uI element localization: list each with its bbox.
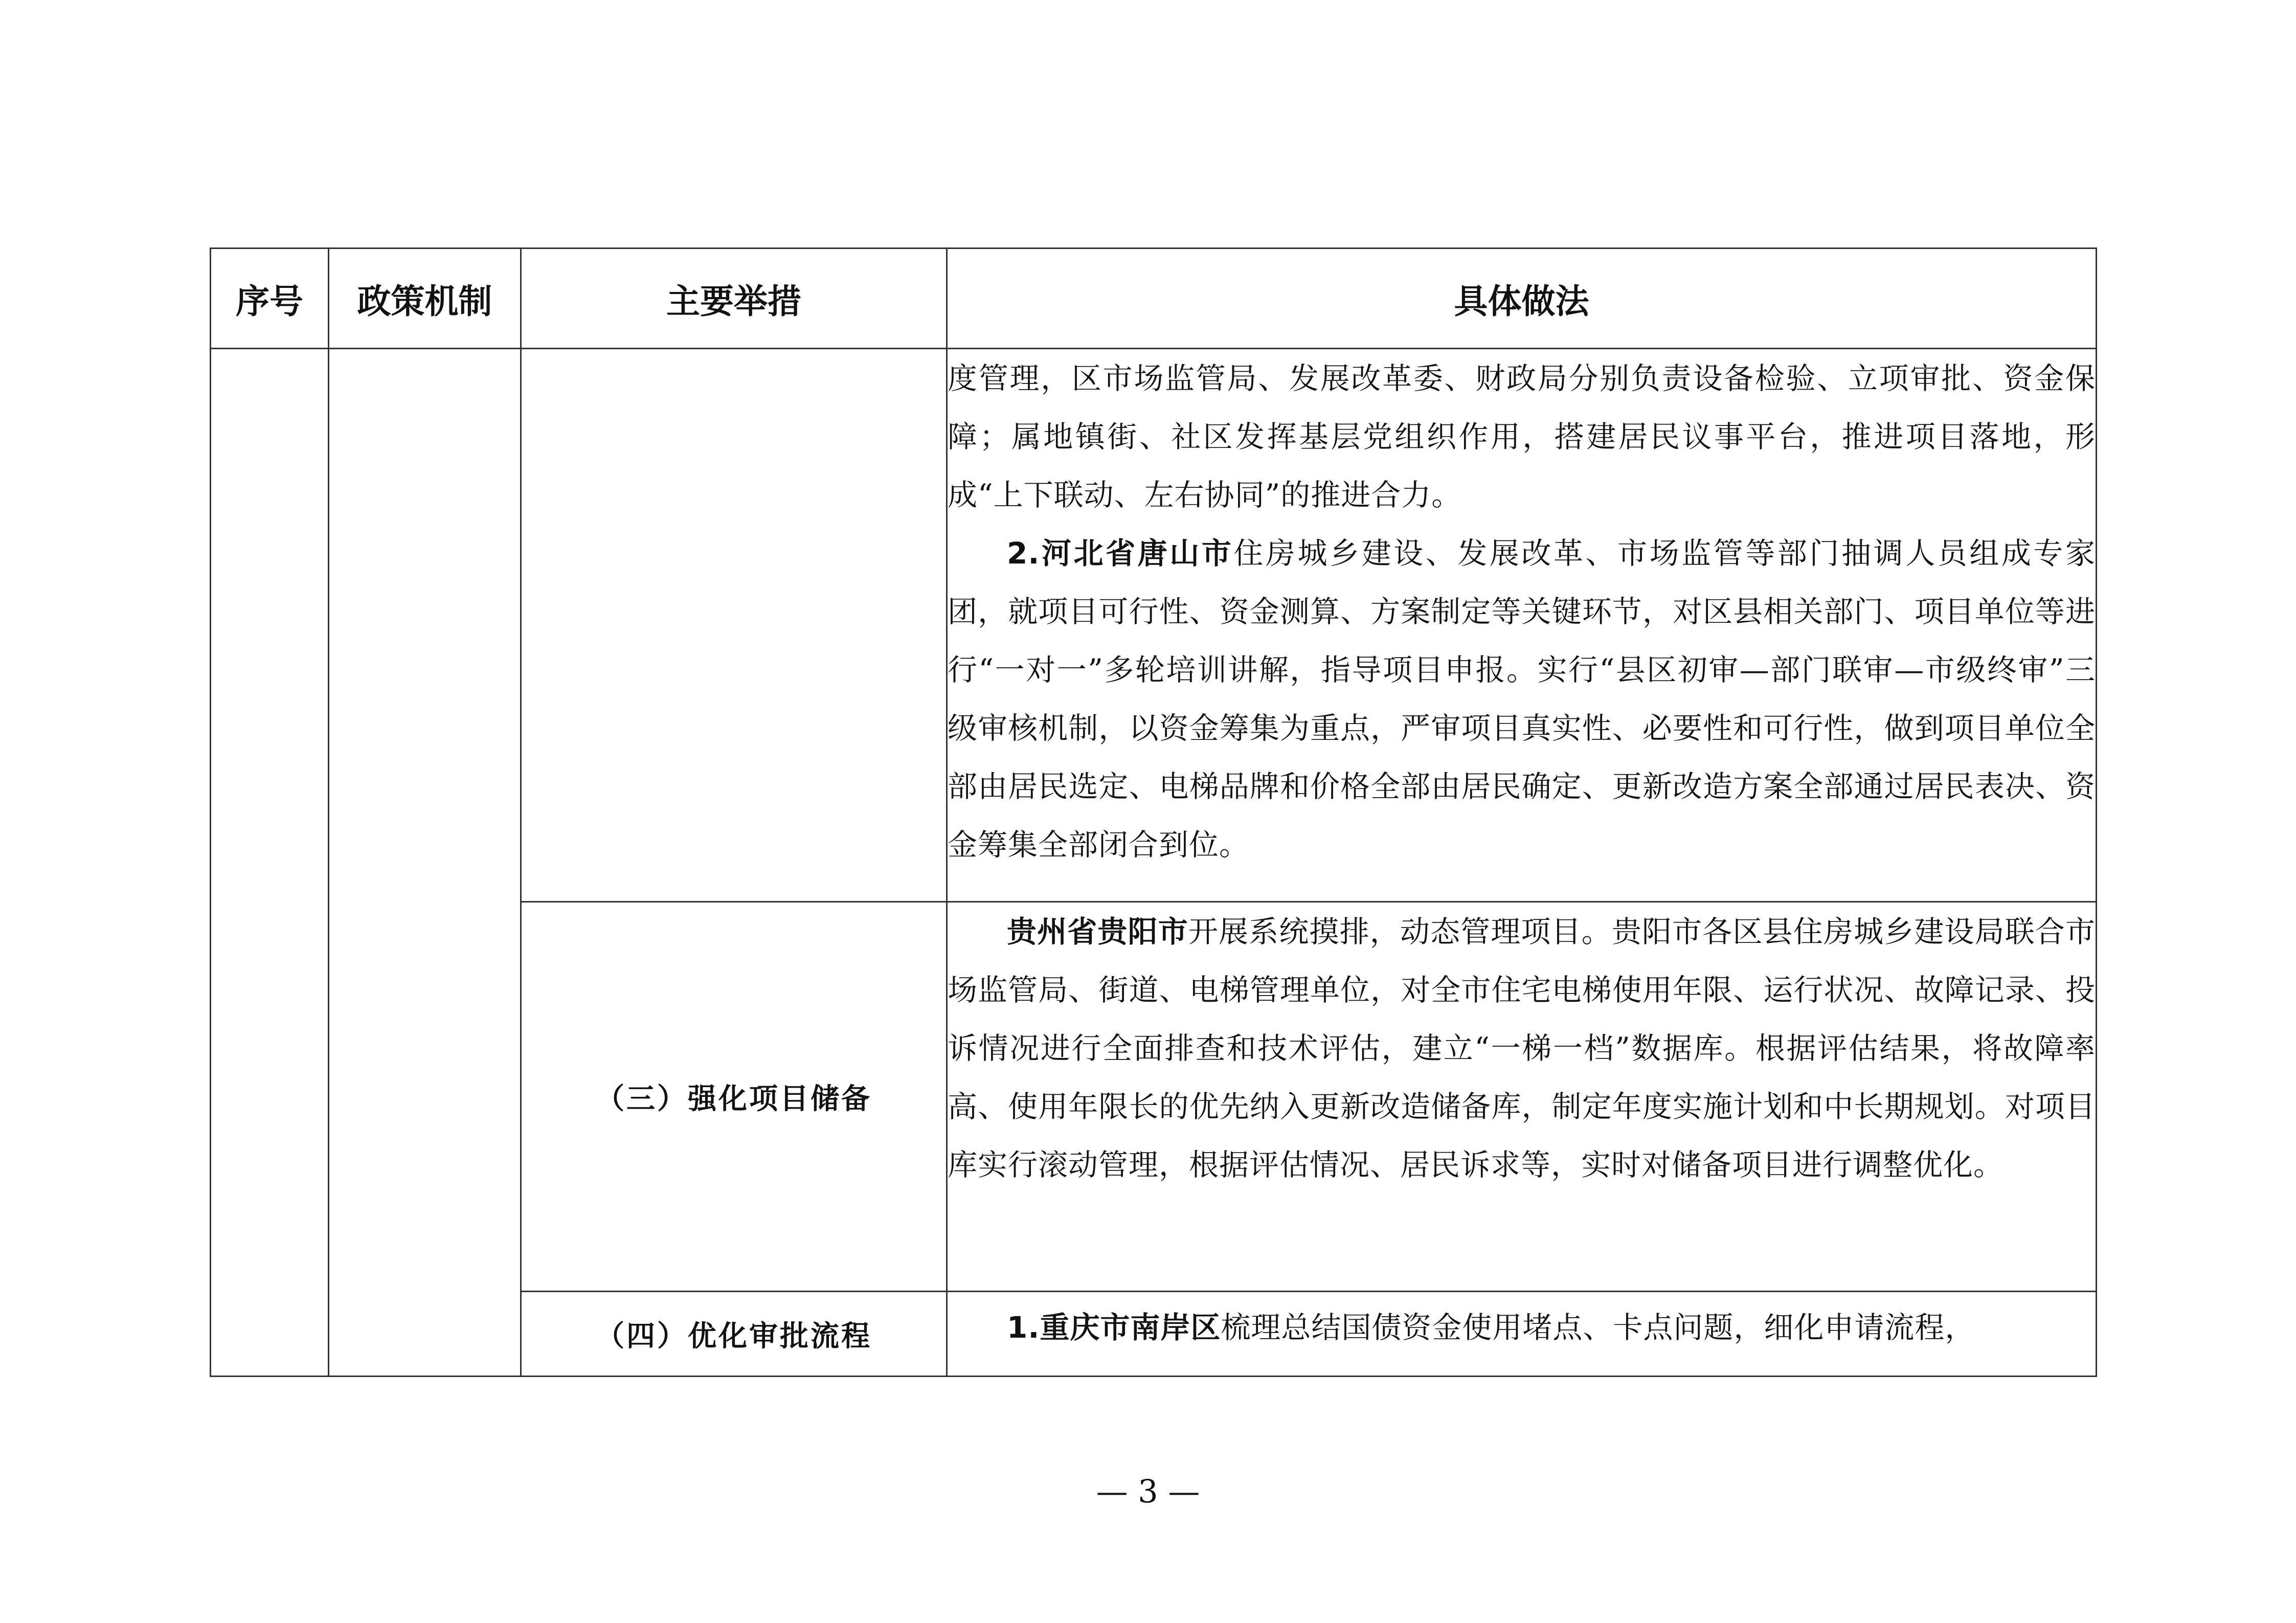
practice-paragraph [948,903,2096,1194]
practice-paragraph [948,524,2096,874]
practice-paragraph [948,349,2096,524]
practice-text: 开展系统摸排，动态管理项目。贵阳市各区县住房城乡建设局联合市场监管局、街道、电梯管理单位，对全市住宅电梯使用年限、运行状况、故障记录、投诉情况进行全面排查和技术评估，建立“一梯一档”数据库。根据评估结果，将故障率高、使用年限长的优先纳入更新改造储备库，制定年度实施计划和中长期规划。对项目库实行滚动管理，根据评估情况、居民诉求等，实时对储备项目进行调整优化。 [948,914,2096,1182]
header-mechanism: 政策机制 [329,249,521,349]
practice-location: 1.重庆市南岸区 [1007,1310,1221,1345]
practice-text: 度管理，区市场监管局、发展改革委、财政局分别负责设备检验、立项审批、资金保障；属地镇街、社区发挥基层党组织作用，搭建居民议事平台，推进项目落地，形成“上下联动、左右协同”的推进合力。 [948,361,2096,512]
cell-measure: （四）优化审批流程 [521,1292,947,1377]
policy-table [210,247,2097,1377]
header-practice: 具体做法 [947,249,2097,349]
table-header-row [211,249,2097,349]
table-row [211,349,2097,902]
cell-practice [947,1292,2097,1377]
cell-measure: （三）强化项目储备 [521,902,947,1292]
practice-location: 贵州省贵阳市 [1007,914,1188,949]
practice-location: 2.河北省唐山市 [1007,536,1234,571]
cell-measure [521,349,947,902]
header-no: 序号 [211,249,329,349]
header-measure: 主要举措 [521,249,947,349]
cell-practice [947,349,2097,902]
practice-text: 梳理总结国债资金使用堵点、卡点问题，细化申请流程， [1221,1310,1975,1345]
cell-no [211,349,329,1377]
practice-text: 住房城乡建设、发展改革、市场监管等部门抽调人员组成专家团，就项目可行性、资金测算、方案制定等关键环节，对区县相关部门、项目单位等进行“一对一”多轮培训讲解，指导项目申报。实行“县区初审—部门联审—市级终审”三级审核机制，以资金筹集为重点，严审项目真实性、必要性和可行性，做到项目单位全部由居民选定、电梯品牌和价格全部由居民确定、更新改造方案全部通过居民表决、资金筹集全部闭合到位。 [948,536,2096,862]
cell-practice [947,902,2097,1292]
page-number: — 3 — [1096,1473,1200,1510]
cell-mechanism [329,349,521,1377]
practice-paragraph [948,1298,2096,1357]
